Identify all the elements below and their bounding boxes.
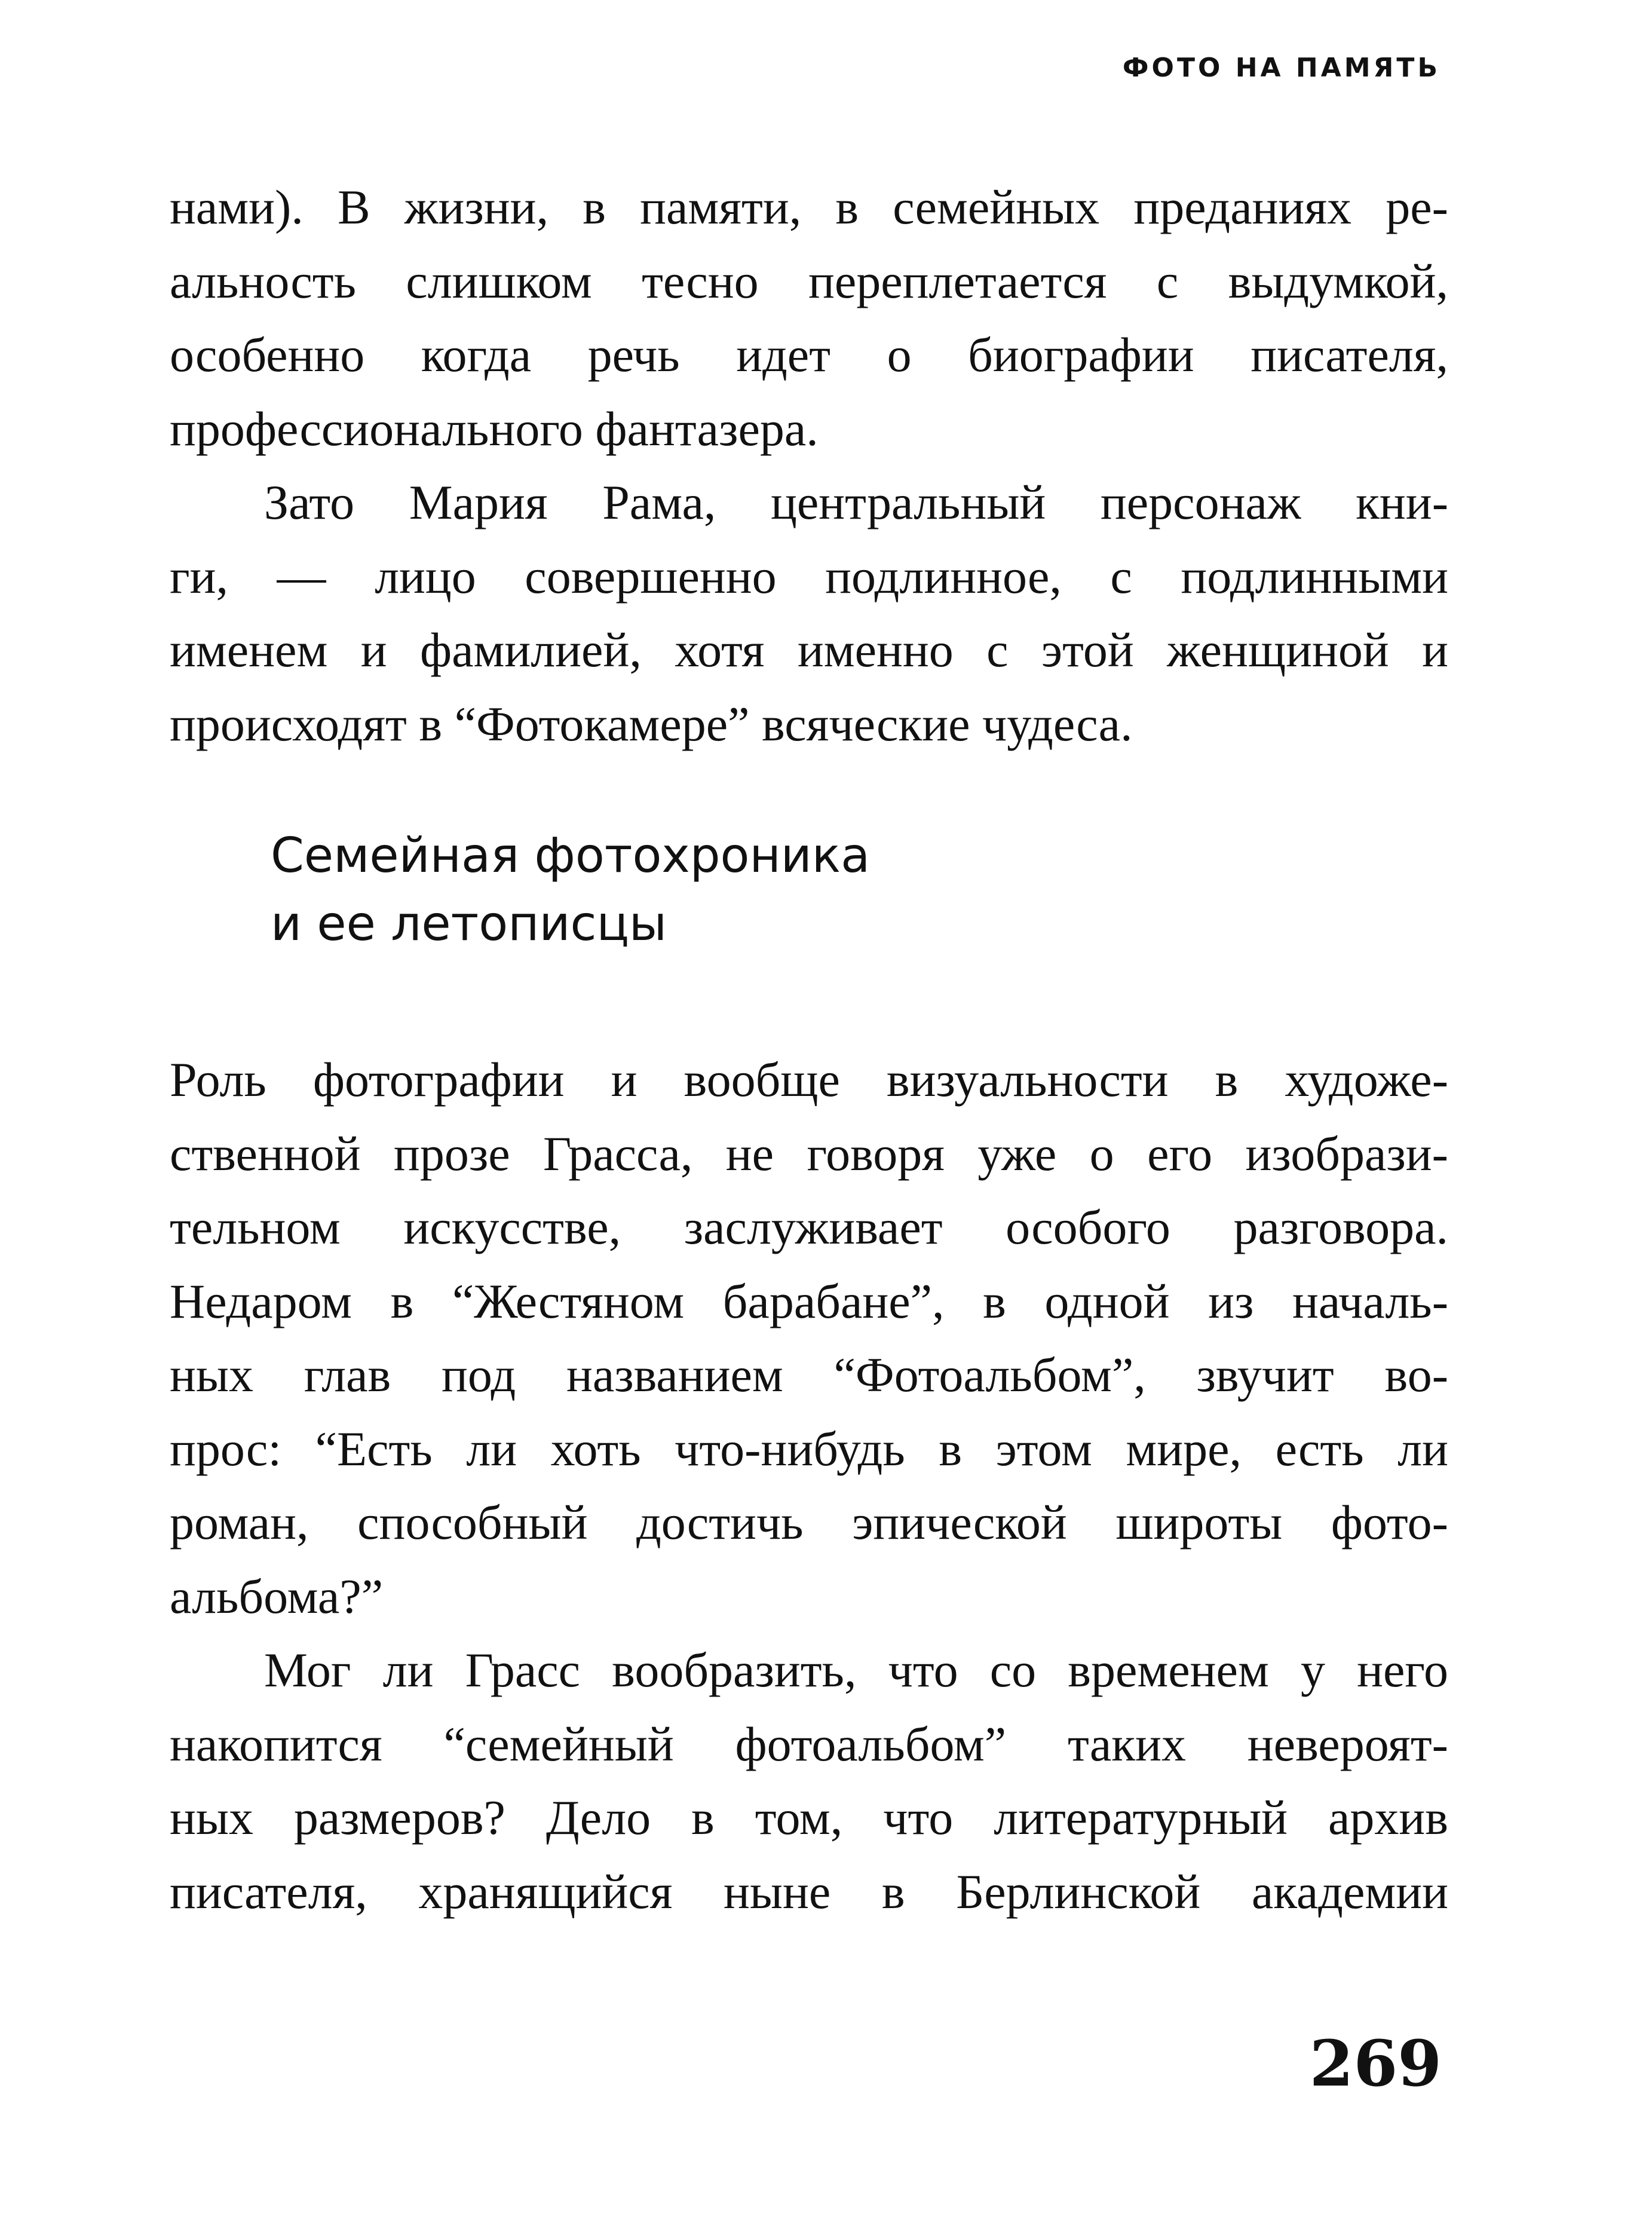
text-line: ственной прозе Грасса, не говоря уже о его изобрази- (170, 1126, 1448, 1181)
text-line: прос: “Есть ли хоть что-нибудь в этом мире, есть ли (170, 1421, 1448, 1476)
text-line: писателя, хранящийся ныне в Берлинской академии (170, 1864, 1448, 1919)
text-line: именем и фамилией, хотя именно с этой женщиной и (170, 623, 1448, 677)
section-heading-line: и ее летописцы (271, 896, 667, 951)
text-line: профессионального фантазера. (170, 401, 819, 456)
text-line: нами). В жизни, в памяти, в семейных преданиях ре- (170, 180, 1448, 234)
text-line: роман, способный достичь эпической широты фото- (170, 1495, 1448, 1550)
text-line: ных глав под названием “Фотоальбом”, звучит во- (170, 1348, 1448, 1402)
text-line: ных размеров? Дело в том, что литературный архив (170, 1790, 1448, 1845)
running-head: ФОТО НА ПАМЯТЬ (1122, 53, 1440, 83)
text-line: Зато Мария Рама, центральный персонаж кни- (264, 475, 1448, 529)
text-line: Мог ли Грасс вообразить, что со временем у него (264, 1643, 1448, 1697)
text-line: происходят в “Фотокамере” всяческие чудеса. (170, 696, 1133, 751)
section-heading-line: Семейная фотохроника (271, 828, 871, 883)
text-line: Недаром в “Жестяном барабане”, в одной из началь- (170, 1273, 1448, 1328)
text-line: накопится “семейный фотоальбом” таких невероят- (170, 1716, 1448, 1771)
text-line: альбома?” (170, 1569, 384, 1624)
body-text-top (170, 170, 1448, 761)
page-number: 269 (1309, 2026, 1442, 2100)
text-line: особенно когда речь идет о биографии писателя, (170, 327, 1448, 382)
text-line: Роль фотографии и вообще визуальности в художе- (170, 1052, 1448, 1107)
text-line: альность слишком тесно переплетается с выдумкой, (170, 253, 1448, 308)
text-line: ги, — лицо совершенно подлинное, с подлинными (170, 549, 1448, 604)
body-text-bottom (170, 1043, 1448, 1928)
section-heading (271, 822, 870, 958)
text-line: тельном искусстве, заслуживает особого разговора. (170, 1200, 1448, 1254)
